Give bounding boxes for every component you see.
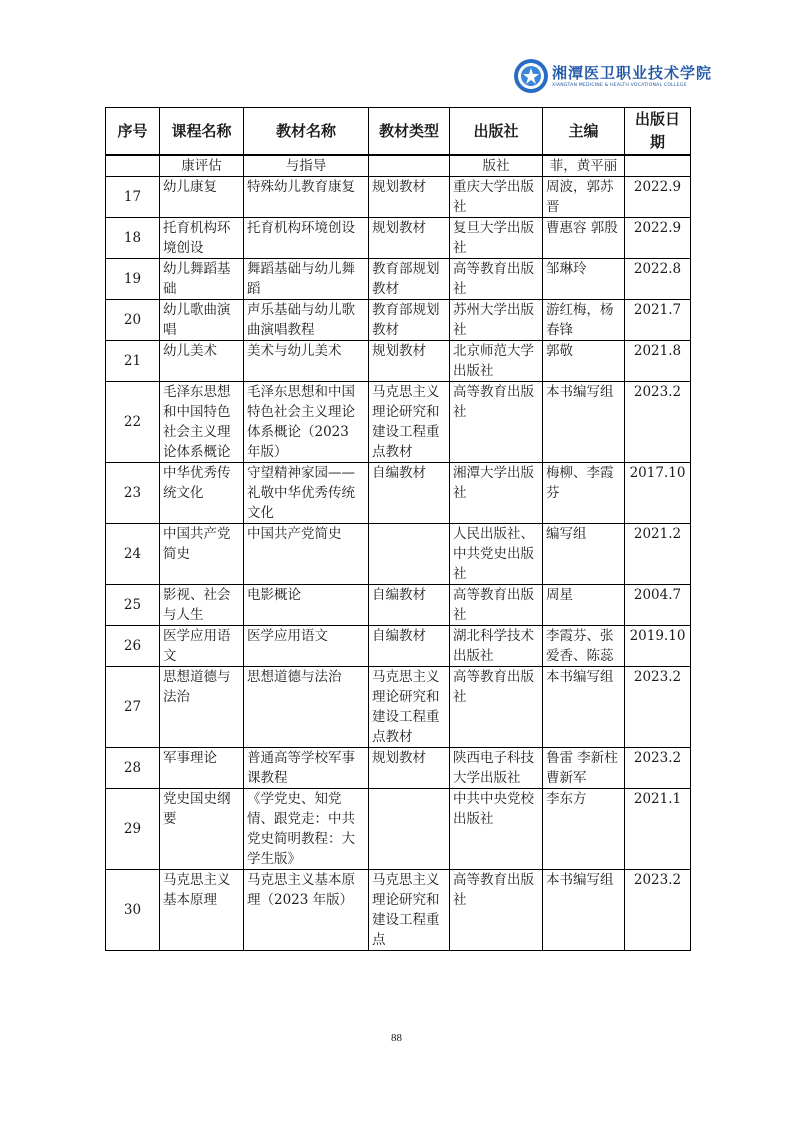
cell-publisher: 复旦大学出版社 — [450, 218, 543, 259]
cell-course: 幼儿歌曲演唱 — [160, 300, 244, 341]
cell-editor: 梅柳、李霞芬 — [543, 463, 625, 524]
table-row — [106, 177, 691, 218]
cell-publisher: 重庆大学出版社 — [450, 177, 543, 218]
page-number: 88 — [391, 1032, 402, 1044]
table-row — [106, 870, 691, 951]
cell-publisher: 湘潭大学出版社 — [450, 463, 543, 524]
col-header-editor: 主编 — [543, 108, 625, 156]
cell-book: 普通高等学校军事课教程 — [244, 748, 369, 789]
cell-no: 17 — [106, 177, 160, 218]
cell-type: 自编教材 — [369, 626, 450, 667]
cell-publisher: 苏州大学出版社 — [450, 300, 543, 341]
cell-course: 思想道德与法治 — [160, 667, 244, 748]
cell-type: 教育部规划教材 — [369, 300, 450, 341]
cell-type: 规划教材 — [369, 177, 450, 218]
cell-book: 舞蹈基础与幼儿舞蹈 — [244, 259, 369, 300]
cell-editor: 邹琳玲 — [543, 259, 625, 300]
cell-editor: 编写组 — [543, 524, 625, 585]
cell-no: 19 — [106, 259, 160, 300]
cell-publisher: 北京师范大学出版社 — [450, 341, 543, 382]
cell-book: 特殊幼儿教育康复 — [244, 177, 369, 218]
table-row — [106, 789, 691, 870]
table-row — [106, 463, 691, 524]
table-row — [106, 748, 691, 789]
col-header-publisher: 出版社 — [450, 108, 543, 156]
college-emblem-icon — [513, 58, 549, 94]
cell-type: 规划教材 — [369, 341, 450, 382]
table-row — [106, 259, 691, 300]
cell-editor: 菲，黄平丽 — [543, 155, 625, 177]
cell-course: 康评估 — [160, 155, 244, 177]
cell-book: 与指导 — [244, 155, 369, 177]
cell-date: 2022.8 — [625, 259, 691, 300]
cell-no: 18 — [106, 218, 160, 259]
cell-book: 电影概论 — [244, 585, 369, 626]
cell-course: 中国共产党简史 — [160, 524, 244, 585]
table-row — [106, 341, 691, 382]
cell-editor: 李霞芬、张爱香、陈蕊 — [543, 626, 625, 667]
cell-publisher: 版社 — [450, 155, 543, 177]
cell-publisher: 高等教育出版社 — [450, 585, 543, 626]
cell-course: 党史国史纲要 — [160, 789, 244, 870]
cell-book: 《学党史、知党情、跟党走：中共党史简明教程：大学生版》 — [244, 789, 369, 870]
col-header-course: 课程名称 — [160, 108, 244, 156]
cell-date: 2004.7 — [625, 585, 691, 626]
cell-date: 2023.2 — [625, 382, 691, 463]
cell-editor: 周星 — [543, 585, 625, 626]
cell-date: 2017.10 — [625, 463, 691, 524]
cell-book: 声乐基础与幼儿歌曲演唱教程 — [244, 300, 369, 341]
cell-no: 25 — [106, 585, 160, 626]
table-row — [106, 300, 691, 341]
cell-course: 影视、社会与人生 — [160, 585, 244, 626]
cell-type: 规划教材 — [369, 218, 450, 259]
cell-no: 29 — [106, 789, 160, 870]
cell-course: 马克思主义基本原理 — [160, 870, 244, 951]
cell-date: 2021.2 — [625, 524, 691, 585]
cell-no: 26 — [106, 626, 160, 667]
cell-type: 教育部规划教材 — [369, 259, 450, 300]
col-header-no: 序号 — [106, 108, 160, 156]
cell-type: 自编教材 — [369, 585, 450, 626]
cell-type: 马克思主义理论研究和建设工程重点 — [369, 870, 450, 951]
cell-publisher: 高等教育出版社 — [450, 259, 543, 300]
cell-editor: 郭敬 — [543, 341, 625, 382]
cell-course: 幼儿舞蹈基础 — [160, 259, 244, 300]
cell-book: 中国共产党简史 — [244, 524, 369, 585]
cell-editor: 周波，郭苏晋 — [543, 177, 625, 218]
cell-course: 中华优秀传统文化 — [160, 463, 244, 524]
college-name-en: XIANGTAN MEDICINE & HEALTH VOCATIONAL COLLEGE — [552, 83, 687, 88]
cell-date: 2023.2 — [625, 748, 691, 789]
cell-date: 2023.2 — [625, 870, 691, 951]
cell-type — [369, 789, 450, 870]
cell-no: 28 — [106, 748, 160, 789]
table-row — [106, 585, 691, 626]
cell-date: 2023.2 — [625, 667, 691, 748]
cell-no: 22 — [106, 382, 160, 463]
textbook-table — [105, 107, 691, 951]
cell-type — [369, 524, 450, 585]
cell-type: 马克思主义理论研究和建设工程重点教材 — [369, 667, 450, 748]
cell-date: 2019.10 — [625, 626, 691, 667]
col-header-book: 教材名称 — [244, 108, 369, 156]
cell-publisher: 高等教育出版社 — [450, 870, 543, 951]
cell-book: 医学应用语文 — [244, 626, 369, 667]
college-logo — [513, 58, 713, 102]
cell-book: 马克思主义基本原理（2023 年版） — [244, 870, 369, 951]
cell-editor: 本书编写组 — [543, 667, 625, 748]
college-name: 湘潭医卫职业技术学院 — [552, 64, 713, 82]
cell-publisher: 中共中央党校出版社 — [450, 789, 543, 870]
cell-publisher: 高等教育出版社 — [450, 382, 543, 463]
cell-book: 思想道德与法治 — [244, 667, 369, 748]
cell-course: 幼儿康复 — [160, 177, 244, 218]
table-row — [106, 667, 691, 748]
cell-no: 20 — [106, 300, 160, 341]
cell-editor: 游红梅，杨春锋 — [543, 300, 625, 341]
table-header-row — [106, 108, 691, 156]
cell-type: 马克思主义理论研究和建设工程重点教材 — [369, 382, 450, 463]
table-row — [106, 218, 691, 259]
cell-editor: 本书编写组 — [543, 382, 625, 463]
cell-course: 医学应用语文 — [160, 626, 244, 667]
continuation-row — [106, 155, 691, 177]
cell-date: 2021.7 — [625, 300, 691, 341]
cell-publisher: 高等教育出版社 — [450, 667, 543, 748]
col-header-date: 出版日期 — [625, 108, 691, 156]
cell-book: 守望精神家园——礼敬中华优秀传统文化 — [244, 463, 369, 524]
cell-editor: 鲁雷 李新柱 曹新军 — [543, 748, 625, 789]
cell-type: 规划教材 — [369, 748, 450, 789]
cell-editor: 李东方 — [543, 789, 625, 870]
cell-date: 2022.9 — [625, 218, 691, 259]
cell-date: 2021.8 — [625, 341, 691, 382]
cell-editor: 本书编写组 — [543, 870, 625, 951]
col-header-type: 教材类型 — [369, 108, 450, 156]
table-row — [106, 524, 691, 585]
cell-publisher: 陕西电子科技大学出版社 — [450, 748, 543, 789]
cell-type: 自编教材 — [369, 463, 450, 524]
cell-course: 军事理论 — [160, 748, 244, 789]
cell-course: 毛泽东思想和中国特色社会主义理论体系概论 — [160, 382, 244, 463]
cell-no: 27 — [106, 667, 160, 748]
cell-date: 2021.1 — [625, 789, 691, 870]
cell-no: 21 — [106, 341, 160, 382]
cell-no: 23 — [106, 463, 160, 524]
cell-date: 2022.9 — [625, 177, 691, 218]
cell-no: 24 — [106, 524, 160, 585]
cell-book: 托育机构环境创设 — [244, 218, 369, 259]
cell-editor: 曹惠容 郭殷 — [543, 218, 625, 259]
cell-publisher: 人民出版社、中共党史出版社 — [450, 524, 543, 585]
cell-book: 美术与幼儿美术 — [244, 341, 369, 382]
table-row — [106, 626, 691, 667]
cell-no: 30 — [106, 870, 160, 951]
cell-publisher: 湖北科学技术出版社 — [450, 626, 543, 667]
cell-course: 托育机构环境创设 — [160, 218, 244, 259]
table-row — [106, 382, 691, 463]
cell-book: 毛泽东思想和中国特色社会主义理论体系概论（2023 年版） — [244, 382, 369, 463]
cell-course: 幼儿美术 — [160, 341, 244, 382]
